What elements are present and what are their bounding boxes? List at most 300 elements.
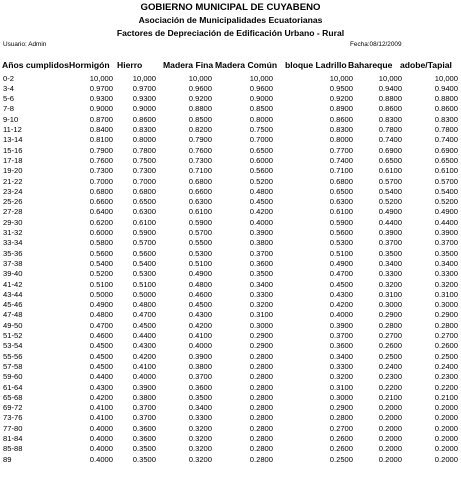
row-factor-cell: 0.7600	[89, 155, 113, 165]
row-factor-cell: 0.7300	[188, 155, 212, 165]
row-factor-cell: 0.8400	[89, 125, 113, 134]
table-row	[0, 352, 461, 362]
row-years-cell: 53-54	[3, 341, 23, 351]
row-years-cell: 41-42	[3, 279, 23, 289]
row-factor-cell: 0.2800	[434, 320, 458, 330]
row-factor-cell: 0.2000	[434, 413, 458, 423]
table-row	[0, 94, 461, 104]
row-factor-cell: 0.5400	[132, 258, 156, 268]
row-factor-cell: 0.3200	[329, 372, 353, 382]
row-factor-cell: 0.6100	[132, 217, 156, 227]
row-factor-cell: 0.2000	[378, 434, 402, 443]
row-factor-cell: 0.9600	[249, 83, 273, 93]
row-factor-cell: 0.5900	[329, 217, 353, 227]
row-factor-cell: 0.4800	[249, 186, 273, 196]
row-factor-cell: 0.4300	[188, 310, 212, 320]
col-header-madera-comun: Madera Común	[215, 60, 278, 70]
row-factor-cell: 0.7900	[188, 135, 212, 145]
row-factor-cell: 0.5300	[329, 238, 353, 248]
row-factor-cell: 0.8900	[329, 104, 353, 114]
row-factor-cell: 0.3600	[132, 434, 156, 443]
table-row	[0, 197, 461, 207]
table-row	[0, 84, 461, 94]
table-row	[0, 177, 461, 187]
row-factor-cell: 0.6900	[378, 145, 402, 155]
row-factor-cell: 0.6000	[249, 155, 273, 165]
row-factor-cell: 0.3300	[329, 361, 353, 371]
row-factor-cell: 0.2000	[434, 444, 458, 454]
row-years-cell: 35-36	[3, 248, 23, 258]
row-factor-cell: 0.4500	[329, 279, 353, 289]
row-factor-cell: 0.3700	[249, 248, 273, 258]
row-factor-cell: 0.3400	[249, 279, 273, 289]
report-subtitle: Asociación de Municipalidades Ecuatorianas	[138, 15, 323, 25]
row-factor-cell: 0.5600	[132, 248, 156, 258]
row-factor-cell: 0.2800	[249, 434, 273, 443]
row-factor-cell: 0.3300	[188, 413, 212, 423]
row-years-cell: 13-14	[3, 135, 23, 145]
row-factor-cell: 0.9600	[188, 83, 212, 93]
row-factor-cell: 0.2000	[378, 454, 402, 464]
row-factor-cell: 0.7000	[89, 176, 113, 186]
row-factor-cell: 0.8300	[329, 125, 353, 134]
row-factor-cell: 0.6300	[132, 207, 156, 217]
table-row	[0, 228, 461, 238]
row-factor-cell: 0.6800	[329, 176, 353, 186]
row-factor-cell: 0.4600	[89, 331, 113, 340]
row-factor-cell: 0.8200	[188, 125, 212, 134]
row-factor-cell: 0.5300	[132, 269, 156, 279]
row-factor-cell: 0.5400	[89, 258, 113, 268]
row-factor-cell: 0.3200	[378, 279, 402, 289]
row-factor-cell: 0.6500	[132, 197, 156, 207]
row-factor-cell: 10,000	[434, 73, 458, 83]
row-factor-cell: 0.2900	[434, 310, 458, 320]
row-factor-cell: 0.2100	[434, 392, 458, 402]
row-years-cell: 49-50	[3, 320, 23, 330]
row-factor-cell: 0.7100	[329, 166, 353, 176]
row-years-cell: 69-72	[3, 403, 23, 413]
row-factor-cell: 0.6900	[434, 145, 458, 155]
row-factor-cell: 0.4300	[329, 289, 353, 299]
row-years-cell: 15-16	[3, 145, 23, 155]
row-factor-cell: 0.8600	[378, 104, 402, 114]
row-factor-cell: 0.7900	[89, 145, 113, 155]
row-factor-cell: 0.7800	[434, 125, 458, 134]
row-years-cell: 89	[3, 454, 12, 464]
row-factor-cell: 0.2000	[378, 423, 402, 433]
row-factor-cell: 0.2200	[434, 382, 458, 392]
row-factor-cell: 0.3700	[188, 372, 212, 382]
row-factor-cell: 0.2500	[434, 351, 458, 361]
row-factor-cell: 0.8000	[329, 135, 353, 145]
row-factor-cell: 0.2300	[434, 372, 458, 382]
row-factor-cell: 0.6600	[89, 197, 113, 207]
row-factor-cell: 0.2600	[434, 341, 458, 351]
table-row	[0, 115, 461, 125]
row-factor-cell: 0.2800	[249, 351, 273, 361]
row-years-cell: 61-64	[3, 382, 23, 392]
row-factor-cell: 0.8000	[249, 114, 273, 124]
row-factor-cell: 0.5700	[378, 176, 402, 186]
row-factor-cell: 0.4200	[329, 300, 353, 310]
row-years-cell: 77-80	[3, 423, 23, 433]
row-factor-cell: 0.3600	[132, 423, 156, 433]
row-factor-cell: 0.8600	[434, 104, 458, 114]
row-years-cell: 25-26	[3, 197, 23, 207]
row-factor-cell: 0.2200	[378, 382, 402, 392]
row-factor-cell: 0.2000	[378, 413, 402, 423]
table-row	[0, 135, 461, 145]
row-factor-cell: 0.3900	[188, 351, 212, 361]
table-row	[0, 403, 461, 413]
row-factor-cell: 0.3500	[132, 454, 156, 464]
table-row	[0, 331, 461, 341]
table-row	[0, 321, 461, 331]
row-factor-cell: 0.4900	[188, 269, 212, 279]
row-factor-cell: 0.3500	[132, 444, 156, 454]
row-factor-cell: 0.4500	[132, 320, 156, 330]
row-factor-cell: 0.5600	[329, 228, 353, 237]
row-factor-cell: 10,000	[329, 73, 353, 83]
table-row	[0, 156, 461, 166]
row-factor-cell: 0.4200	[249, 207, 273, 217]
row-years-cell: 0-2	[3, 73, 14, 83]
row-factor-cell: 0.3400	[378, 258, 402, 268]
row-factor-cell: 0.2000	[434, 454, 458, 464]
row-factor-cell: 0.2800	[249, 454, 273, 464]
row-factor-cell: 0.3100	[249, 310, 273, 320]
col-header-bloque-ladrillo: bloque Ladrillo	[285, 60, 347, 70]
row-factor-cell: 0.4000	[89, 423, 113, 433]
table-row	[0, 166, 461, 176]
row-factor-cell: 0.4800	[132, 300, 156, 310]
row-factor-cell: 0.8500	[249, 104, 273, 114]
row-factor-cell: 0.3300	[378, 269, 402, 279]
row-years-cell: 43-44	[3, 289, 23, 299]
row-factor-cell: 0.9000	[132, 104, 156, 114]
row-factor-cell: 0.6500	[249, 145, 273, 155]
row-factor-cell: 0.4600	[188, 289, 212, 299]
row-years-cell: 3-4	[3, 83, 14, 93]
row-factor-cell: 0.2500	[378, 351, 402, 361]
row-years-cell: 37-38	[3, 258, 23, 268]
row-factor-cell: 0.2800	[249, 423, 273, 433]
row-factor-cell: 0.4400	[434, 217, 458, 227]
row-factor-cell: 0.3700	[434, 238, 458, 248]
row-factor-cell: 0.4100	[132, 361, 156, 371]
row-factor-cell: 0.4100	[188, 331, 212, 340]
row-factor-cell: 0.5400	[378, 186, 402, 196]
row-factor-cell: 0.3900	[378, 228, 402, 237]
row-years-cell: 45-46	[3, 300, 23, 310]
row-factor-cell: 0.4800	[89, 310, 113, 320]
row-factor-cell: 0.6800	[132, 186, 156, 196]
row-factor-cell: 0.2400	[378, 361, 402, 371]
row-factor-cell: 0.4200	[89, 392, 113, 402]
row-factor-cell: 0.2700	[434, 331, 458, 340]
report-name: Factores de Depreciación de Edificación Urbano - Rural	[116, 28, 345, 38]
row-factor-cell: 0.2600	[378, 341, 402, 351]
row-factor-cell: 0.2800	[249, 444, 273, 454]
table-row	[0, 444, 461, 454]
row-factor-cell: 0.2900	[249, 331, 273, 340]
row-factor-cell: 0.5300	[188, 248, 212, 258]
row-factor-cell: 0.6100	[329, 207, 353, 217]
row-factor-cell: 0.2700	[378, 331, 402, 340]
table-row	[0, 372, 461, 382]
row-factor-cell: 0.4800	[188, 279, 212, 289]
row-factor-cell: 0.7100	[188, 166, 212, 176]
row-years-cell: 11-12	[3, 125, 22, 134]
row-factor-cell: 0.6500	[329, 186, 353, 196]
row-years-cell: 65-68	[3, 392, 23, 402]
row-factor-cell: 0.5200	[378, 197, 402, 207]
col-header-madera-fina: Madera Fina	[163, 60, 214, 70]
row-factor-cell: 0.5200	[89, 269, 113, 279]
row-factor-cell: 0.7400	[378, 135, 402, 145]
row-factor-cell: 0.9400	[434, 83, 458, 93]
row-factor-cell: 0.3200	[188, 434, 212, 443]
row-factor-cell: 0.8100	[89, 135, 113, 145]
row-factor-cell: 0.6500	[378, 155, 402, 165]
table-row	[0, 300, 461, 310]
row-factor-cell: 0.6000	[89, 228, 113, 237]
row-factor-cell: 0.3900	[434, 228, 458, 237]
row-factor-cell: 0.2300	[378, 372, 402, 382]
table-row	[0, 455, 461, 465]
row-factor-cell: 0.4400	[132, 331, 156, 340]
row-factor-cell: 0.7300	[89, 166, 113, 176]
table-row	[0, 269, 461, 279]
row-factor-cell: 0.8800	[378, 94, 402, 104]
row-factor-cell: 0.3700	[329, 331, 353, 340]
row-factor-cell: 0.7300	[132, 166, 156, 176]
row-years-cell: 17-18	[3, 155, 23, 165]
row-factor-cell: 0.9300	[132, 94, 156, 104]
row-factor-cell: 0.5100	[89, 279, 113, 289]
row-factor-cell: 0.9700	[89, 83, 113, 93]
row-factor-cell: 0.3200	[249, 300, 273, 310]
row-factor-cell: 0.3800	[188, 361, 212, 371]
row-factor-cell: 10,000	[378, 73, 402, 83]
row-factor-cell: 0.2400	[434, 361, 458, 371]
row-factor-cell: 0.3900	[329, 320, 353, 330]
row-factor-cell: 0.7400	[329, 155, 353, 165]
row-years-cell: 27-28	[3, 207, 23, 217]
row-factor-cell: 0.3600	[249, 258, 273, 268]
row-factor-cell: 0.4000	[132, 372, 156, 382]
row-factor-cell: 0.5800	[89, 238, 113, 248]
row-factor-cell: 0.9200	[188, 94, 212, 104]
row-factor-cell: 0.4000	[329, 310, 353, 320]
row-factor-cell: 0.9300	[89, 94, 113, 104]
row-years-cell: 23-24	[3, 186, 23, 196]
row-factor-cell: 0.9400	[378, 83, 402, 93]
row-factor-cell: 0.4500	[188, 300, 212, 310]
table-row	[0, 413, 461, 423]
row-factor-cell: 0.7700	[329, 145, 353, 155]
row-factor-cell: 0.2100	[378, 392, 402, 402]
col-header-adobe-tapial: adobe/Tapial	[400, 60, 452, 70]
row-factor-cell: 0.5600	[249, 166, 273, 176]
row-factor-cell: 0.7800	[378, 125, 402, 134]
row-factor-cell: 0.3700	[378, 238, 402, 248]
row-factor-cell: 0.8700	[89, 114, 113, 124]
table-row	[0, 393, 461, 403]
row-factor-cell: 0.9000	[89, 104, 113, 114]
table-row	[0, 125, 461, 135]
row-factor-cell: 0.4500	[89, 341, 113, 351]
table-row	[0, 362, 461, 372]
row-factor-cell: 0.6300	[188, 197, 212, 207]
row-factor-cell: 0.5400	[434, 186, 458, 196]
row-years-cell: 7-8	[3, 104, 14, 114]
row-factor-cell: 0.2600	[329, 434, 353, 443]
row-factor-cell: 0.3500	[249, 269, 273, 279]
row-years-cell: 9-10	[3, 114, 19, 124]
table-row	[0, 310, 461, 320]
row-years-cell: 59-60	[3, 372, 23, 382]
row-factor-cell: 0.4400	[378, 217, 402, 227]
row-years-cell: 5-6	[3, 94, 14, 104]
row-factor-cell: 0.6800	[188, 176, 212, 186]
row-years-cell: 47-48	[3, 310, 23, 320]
row-factor-cell: 0.4500	[249, 197, 273, 207]
user-label: Usuario: Admin	[3, 41, 47, 48]
row-factor-cell: 0.5000	[89, 289, 113, 299]
row-factor-cell: 0.8300	[378, 114, 402, 124]
row-factor-cell: 0.4200	[188, 320, 212, 330]
row-factor-cell: 0.4000	[188, 341, 212, 351]
row-factor-cell: 0.2000	[434, 434, 458, 443]
row-factor-cell: 0.4700	[89, 320, 113, 330]
table-row	[0, 341, 461, 351]
col-header-bahareque: Bahareque	[348, 60, 393, 70]
table-row	[0, 187, 461, 197]
row-factor-cell: 10,000	[188, 73, 212, 83]
row-factor-cell: 0.9500	[329, 83, 353, 93]
row-factor-cell: 0.4200	[132, 351, 156, 361]
row-factor-cell: 0.2900	[249, 341, 273, 351]
row-factor-cell: 0.4000	[89, 454, 113, 464]
row-factor-cell: 0.8800	[434, 94, 458, 104]
row-factor-cell: 10,000	[89, 73, 113, 83]
table-row	[0, 249, 461, 259]
row-factor-cell: 0.4500	[89, 361, 113, 371]
row-factor-cell: 0.5900	[132, 228, 156, 237]
row-factor-cell: 0.3100	[434, 289, 458, 299]
row-factor-cell: 0.2500	[329, 454, 353, 464]
row-years-cell: 57-58	[3, 361, 23, 371]
row-factor-cell: 0.9200	[329, 94, 353, 104]
row-factor-cell: 0.8300	[434, 114, 458, 124]
row-factor-cell: 0.4000	[89, 444, 113, 454]
row-factor-cell: 0.7400	[434, 135, 458, 145]
row-factor-cell: 0.3700	[132, 403, 156, 413]
row-factor-cell: 0.7600	[188, 145, 212, 155]
row-factor-cell: 0.8000	[132, 135, 156, 145]
row-factor-cell: 0.3900	[132, 382, 156, 392]
row-factor-cell: 0.3300	[434, 269, 458, 279]
row-factor-cell: 0.3800	[249, 238, 273, 248]
row-factor-cell: 0.2800	[249, 382, 273, 392]
row-factor-cell: 0.9700	[132, 83, 156, 93]
row-factor-cell: 0.4100	[89, 413, 113, 423]
row-factor-cell: 0.4700	[132, 310, 156, 320]
row-factor-cell: 0.2700	[329, 423, 353, 433]
row-factor-cell: 0.2000	[434, 403, 458, 413]
table-row	[0, 290, 461, 300]
row-factor-cell: 0.3700	[132, 413, 156, 423]
row-factor-cell: 0.3800	[132, 392, 156, 402]
row-factor-cell: 0.3000	[434, 300, 458, 310]
row-factor-cell: 0.3300	[249, 289, 273, 299]
row-years-cell: 33-34	[3, 238, 23, 248]
table-row	[0, 434, 461, 444]
row-years-cell: 55-56	[3, 351, 23, 361]
row-factor-cell: 0.2000	[434, 423, 458, 433]
col-header-hormigon: Hormigón	[69, 60, 110, 70]
row-factor-cell: 0.3200	[188, 454, 212, 464]
row-factor-cell: 0.3200	[188, 423, 212, 433]
row-factor-cell: 0.4900	[434, 207, 458, 217]
row-factor-cell: 0.2800	[329, 413, 353, 423]
row-years-cell: 31-32	[3, 228, 23, 237]
row-years-cell: 21-22	[3, 176, 23, 186]
table-row	[0, 238, 461, 248]
row-factor-cell: 0.3400	[434, 258, 458, 268]
row-factor-cell: 0.6500	[434, 155, 458, 165]
row-factor-cell: 0.4400	[89, 372, 113, 382]
row-factor-cell: 0.6100	[434, 166, 458, 176]
row-factor-cell: 0.4700	[329, 269, 353, 279]
row-factor-cell: 0.5700	[188, 228, 212, 237]
col-header-anos: Años cumplidos	[2, 60, 69, 70]
row-factor-cell: 0.2800	[249, 372, 273, 382]
row-factor-cell: 0.3500	[188, 392, 212, 402]
row-years-cell: 81-84	[3, 434, 23, 443]
row-factor-cell: 0.2000	[378, 403, 402, 413]
row-factor-cell: 0.7500	[132, 155, 156, 165]
row-factor-cell: 0.3400	[329, 351, 353, 361]
row-factor-cell: 0.5200	[434, 197, 458, 207]
row-factor-cell: 0.5200	[249, 176, 273, 186]
row-factor-cell: 0.5000	[132, 289, 156, 299]
row-factor-cell: 0.4000	[89, 434, 113, 443]
row-factor-cell: 0.5600	[89, 248, 113, 258]
row-factor-cell: 0.4300	[89, 382, 113, 392]
table-row	[0, 207, 461, 217]
table-row	[0, 146, 461, 156]
row-factor-cell: 0.5100	[329, 248, 353, 258]
row-factor-cell: 0.3500	[434, 248, 458, 258]
row-factor-cell: 0.4900	[378, 207, 402, 217]
row-years-cell: 51-52	[3, 331, 23, 340]
row-factor-cell: 0.4300	[132, 341, 156, 351]
row-factor-cell: 0.7000	[132, 176, 156, 186]
row-factor-cell: 0.2800	[378, 320, 402, 330]
row-factor-cell: 0.6300	[329, 197, 353, 207]
table-row	[0, 259, 461, 269]
row-years-cell: 19-20	[3, 166, 23, 176]
row-factor-cell: 0.8500	[188, 114, 212, 124]
row-factor-cell: 0.3100	[378, 289, 402, 299]
row-factor-cell: 10,000	[132, 73, 156, 83]
row-factor-cell: 0.6100	[188, 207, 212, 217]
table-row	[0, 218, 461, 228]
col-header-hierro: Hierro	[117, 60, 143, 70]
